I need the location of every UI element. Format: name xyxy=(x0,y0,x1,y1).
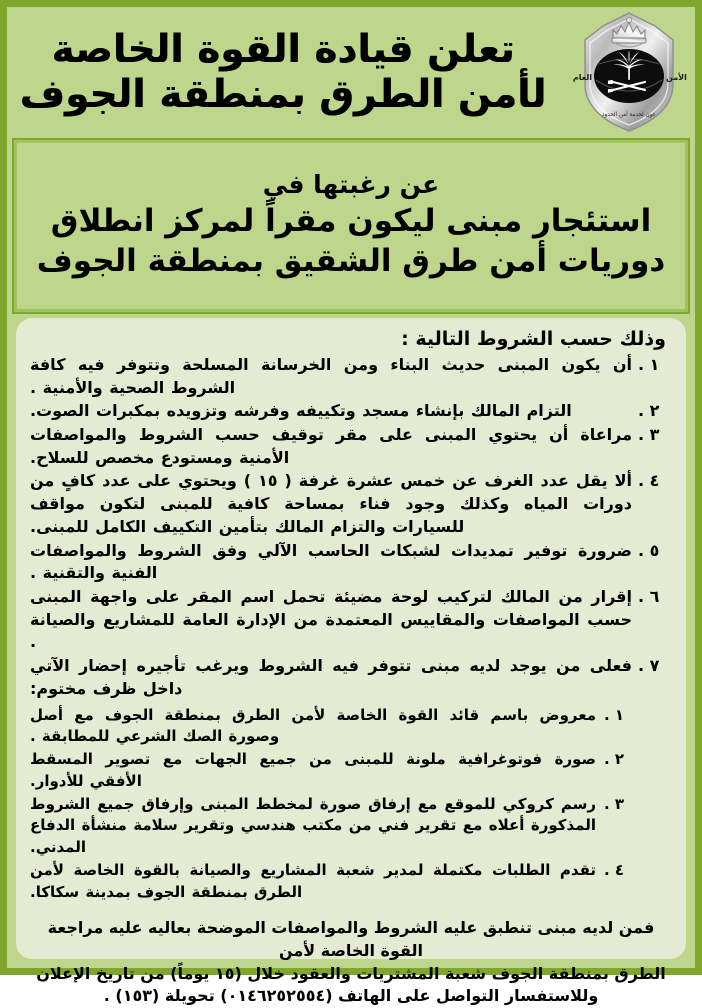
required-document-number-1: ١ . xyxy=(604,705,625,724)
condition-item-6 xyxy=(30,586,672,654)
condition-text-6: إقرار من المالك لتركيب لوحة مضيئة تحمل اسم المقر على واجهة المبنى حسب المواصفات والمقاييس المعتمدة من الإدارة العامة للمشاريع والصيانة . xyxy=(30,586,632,652)
condition-number-2: ٢ . xyxy=(638,401,660,421)
condition-item-4 xyxy=(30,470,672,538)
saudi-public-security-emblem-icon xyxy=(569,10,689,134)
footer-line-2: الطرق بمنطقة الجوف شعبة المشتريات والعقود خلال (١٥ يوماً) من تاريخ الإعلان xyxy=(36,963,666,983)
required-document-number-4: ٤ . xyxy=(604,860,625,879)
required-document-number-2: ٢ . xyxy=(604,750,625,769)
condition-item-5 xyxy=(30,540,672,585)
condition-number-5: ٥ . xyxy=(638,540,660,560)
footer-line-3: وللاستفسار التواصل على الهاتف (٠١٤٦٢٥٢٥٥٤) تحويلة (١٥٣) . xyxy=(103,986,599,1006)
purpose-intro: عن رغبتها في xyxy=(262,169,440,199)
required-document-item-4 xyxy=(30,860,640,904)
required-document-item-2 xyxy=(30,749,640,793)
condition-item-2 xyxy=(30,400,672,423)
required-document-text-2: صورة فوتوغرافية ملونة للمبنى من جميع الجهات مع تصوير المسقط الأفقي للأدوار. xyxy=(30,750,596,790)
emblem-text-alamn: الأمن xyxy=(666,73,687,82)
conditions-heading: وذلك حسب الشروط التالية : xyxy=(401,328,666,350)
purpose-body xyxy=(17,202,685,281)
condition-text-5: ضرورة توفير تمديدات لشبكات الحاسب الآلي وفق الشروط والمواصفات الفنية والتقنية . xyxy=(30,540,632,583)
condition-item-7 xyxy=(30,655,672,700)
required-document-number-3: ٣ . xyxy=(604,794,625,813)
condition-item-1 xyxy=(30,354,672,399)
required-documents-list xyxy=(30,705,640,904)
required-document-item-1 xyxy=(30,705,640,749)
condition-number-1: ١ . xyxy=(638,354,660,374)
emblem-motto: عون لخدمة أمن الحدود xyxy=(602,112,656,118)
page-title xyxy=(7,27,563,117)
condition-text-7: فعلى من يوجد لديه مبنى تتوفر فيه الشروط ويرغب تأجيره إحضار الآتي داخل ظرف مختوم: xyxy=(30,656,632,698)
condition-text-3: مراعاة أن يحتوي المبنى على مقر توقيف حسب الشروط والمواصفات الأمنية ومستودع مخصص للسلاح. xyxy=(30,424,632,467)
purpose-panel xyxy=(14,140,688,312)
condition-number-7: ٧ . xyxy=(638,656,660,676)
header-line-1: تعلن قيادة القوة الخاصة xyxy=(51,26,515,72)
required-document-text-4: تقدم الطلبات مكتملة لمدير شعبة المشاريع والصيانة بالقوة الخاصة لأمن الطرق بمنطقة الجوف بمدينة سكاكا. xyxy=(30,860,596,901)
condition-number-6: ٦ . xyxy=(638,586,660,606)
condition-item-3 xyxy=(30,424,672,469)
purpose-line-2: دوريات أمن طرق الشقيق بمنطقة الجوف xyxy=(36,242,666,279)
required-document-item-3 xyxy=(30,794,640,859)
header-band xyxy=(7,7,695,137)
emblem-text-alaam: العام xyxy=(572,73,592,82)
required-documents-wrapper xyxy=(30,705,640,904)
condition-number-3: ٣ . xyxy=(638,424,660,444)
conditions-card xyxy=(16,318,686,1006)
footer-line-1: فمن لديه مبنى تنطبق عليه الشروط والمواصفات الموضحة بعاليه عليه مراجعة القوة الخاصة لأمن xyxy=(47,918,655,961)
condition-text-1: أن يكون المبنى حديث البناء ومن الخرسانة المسلحة وتتوفر فيه كافة الشروط الصحية والأمنية . xyxy=(30,354,632,397)
required-document-text-3: رسم كروكي للموقع مع إرفاق صورة لمخطط المبنى وإرفاق جميع الشروط المذكورة أعلاه مع تقرير فني من مكتب هندسي وتقرير سلامة منشأة الدفاع المدني. xyxy=(30,794,596,857)
purpose-line-1: استئجار مبنى ليكون مقراً لمركز انطلاق xyxy=(50,203,652,240)
condition-text-2: التزام المالك بإنشاء مسجد وتكييفه وفرشه وتزويده بمكبرات الصوت. xyxy=(30,401,572,421)
emblem-container xyxy=(563,7,695,137)
footer-note xyxy=(34,917,668,1008)
required-document-text-1: معروض باسم قائد القوة الخاصة لأمن الطرق بمنطقة الجوف مع أصل وصورة الصك الشرعي للمطابقة . xyxy=(30,705,596,746)
condition-number-4: ٤ . xyxy=(638,471,660,491)
conditions-list xyxy=(30,354,672,701)
condition-text-4: ألا يقل عدد الغرف عن خمس عشرة غرفة ( ١٥ ) ويحتوي على عدد كافٍ من دورات المياه وكذلك وجود فناء بمساحة كافية للمبنى لتكون مواقف للسيارات والتزام المالك بتأمين التكييف الكامل للمبنى. xyxy=(30,471,633,536)
header-line-2: لأمن الطرق بمنطقة الجوف xyxy=(19,72,547,117)
